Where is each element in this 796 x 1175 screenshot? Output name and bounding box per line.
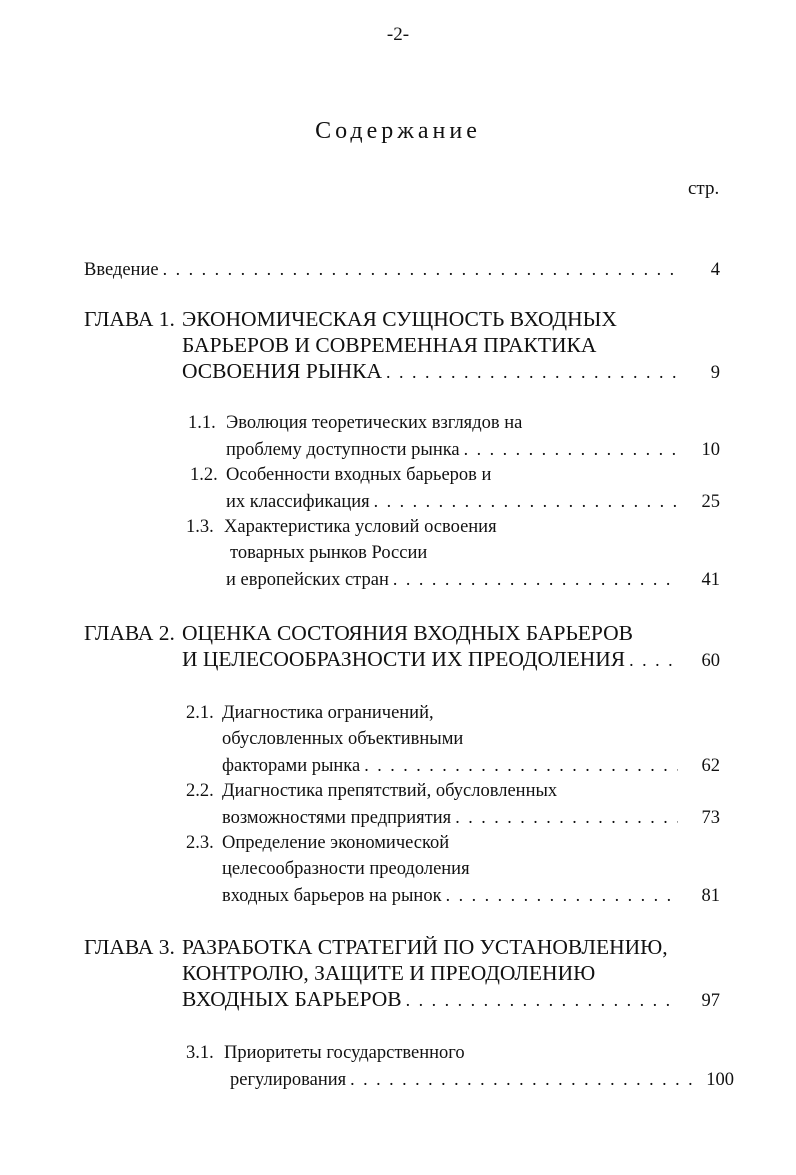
chapter-2-title-line: ОЦЕНКА СОСТОЯНИЯ ВХОДНЫХ БАРЬЕРОВ [182,621,634,645]
section-title-line: Особенности входных барьеров и [226,465,492,485]
section-title-line: регулирования [230,1070,347,1090]
toc-entry-label: Введение [84,260,159,280]
section-number: 1.3. [186,517,214,537]
toc-page-number: 81 [701,886,720,906]
section-2-3-last [222,882,720,908]
section-title-line: Определение экономической [222,833,450,853]
section-2-2-last [222,804,720,830]
page-column-label: стр. [688,178,720,199]
chapter-3-title-line: РАЗРАБОТКА СТРАТЕГИЙ ПО УСТАНОВЛЕНИЮ, [182,935,668,959]
section-title-line: входных барьеров на рынок [222,886,442,906]
toc-page-number: 73 [701,808,720,828]
chapter-1-title-line: БАРЬЕРОВ И СОВРЕМЕННАЯ ПРАКТИКА [182,333,597,357]
section-1-2-last [226,488,720,514]
toc-title: Содержание [315,118,481,144]
chapter-2-title-last [182,646,720,672]
leader-dots [464,436,678,462]
leader-dots [364,752,678,778]
section-title-line: Диагностика ограничений, [222,703,434,723]
chapter-1-title-line: ЭКОНОМИЧЕСКАЯ СУЩНОСТЬ ВХОДНЫХ [182,307,617,331]
section-title-line: их классификация [226,492,370,512]
section-title-line: возможностями предприятия [222,808,452,828]
chapter-title-line: ВХОДНЫХ БАРЬЕРОВ [182,987,402,1011]
leader-dots [629,647,678,673]
leader-dots [446,882,678,908]
section-title-line: товарных рынков России [230,543,428,563]
section-number: 1.2. [190,465,218,485]
section-title-line: и европейских стран [226,570,389,590]
leader-dots [386,359,678,385]
section-title-line: факторами рынка [222,756,361,776]
leader-dots [374,488,678,514]
section-number: 3.1. [186,1043,214,1063]
section-number: 2.3. [186,833,214,853]
toc-page-number: 97 [701,991,720,1011]
leader-dots [350,1066,692,1092]
toc-page-number: 41 [701,570,720,590]
toc-page-number: 4 [710,260,720,280]
section-title-line: Диагностика препятствий, обусловленных [222,781,558,801]
section-2-1-last [222,752,720,778]
chapter-3-prefix: ГЛАВА 3. [84,935,175,959]
toc-page-number: 60 [701,651,720,671]
chapter-2-prefix: ГЛАВА 2. [84,621,175,645]
page-number: -2- [386,24,410,45]
leader-dots [163,256,678,282]
toc-page-number: 62 [701,756,720,776]
section-3-1-last [230,1066,734,1092]
section-title-line: Характеристика условий освоения [224,517,497,537]
section-title-line: проблему доступности рынка [226,440,460,460]
section-number: 2.1. [186,703,214,723]
chapter-1-title-last [182,358,720,384]
leader-dots [406,987,678,1013]
chapter-1-prefix: ГЛАВА 1. [84,307,175,331]
chapter-3-title-line: КОНТРОЛЮ, ЗАЩИТЕ И ПРЕОДОЛЕНИЮ [182,961,596,985]
toc-entry-intro [84,256,720,282]
section-number: 1.1. [188,413,216,433]
section-1-3-last [226,566,720,592]
chapter-title-line: ОСВОЕНИЯ РЫНКА [182,359,382,383]
section-title-line: обусловленных объективными [222,729,464,749]
toc-page-number: 9 [710,363,720,383]
leader-dots [393,566,678,592]
chapter-title-line: И ЦЕЛЕСООБРАЗНОСТИ ИХ ПРЕОДОЛЕНИЯ [182,647,626,671]
section-number: 2.2. [186,781,214,801]
toc-page-number: 100 [706,1070,734,1090]
section-1-1-last [226,436,720,462]
toc-page-number: 25 [701,492,720,512]
toc-page-number: 10 [701,440,720,460]
chapter-3-title-last [182,986,720,1012]
leader-dots [455,804,678,830]
section-title-line: Приоритеты государственного [224,1043,465,1063]
section-title-line: Эволюция теоретических взглядов на [226,413,523,433]
section-title-line: целесообразности преодоления [222,859,470,879]
